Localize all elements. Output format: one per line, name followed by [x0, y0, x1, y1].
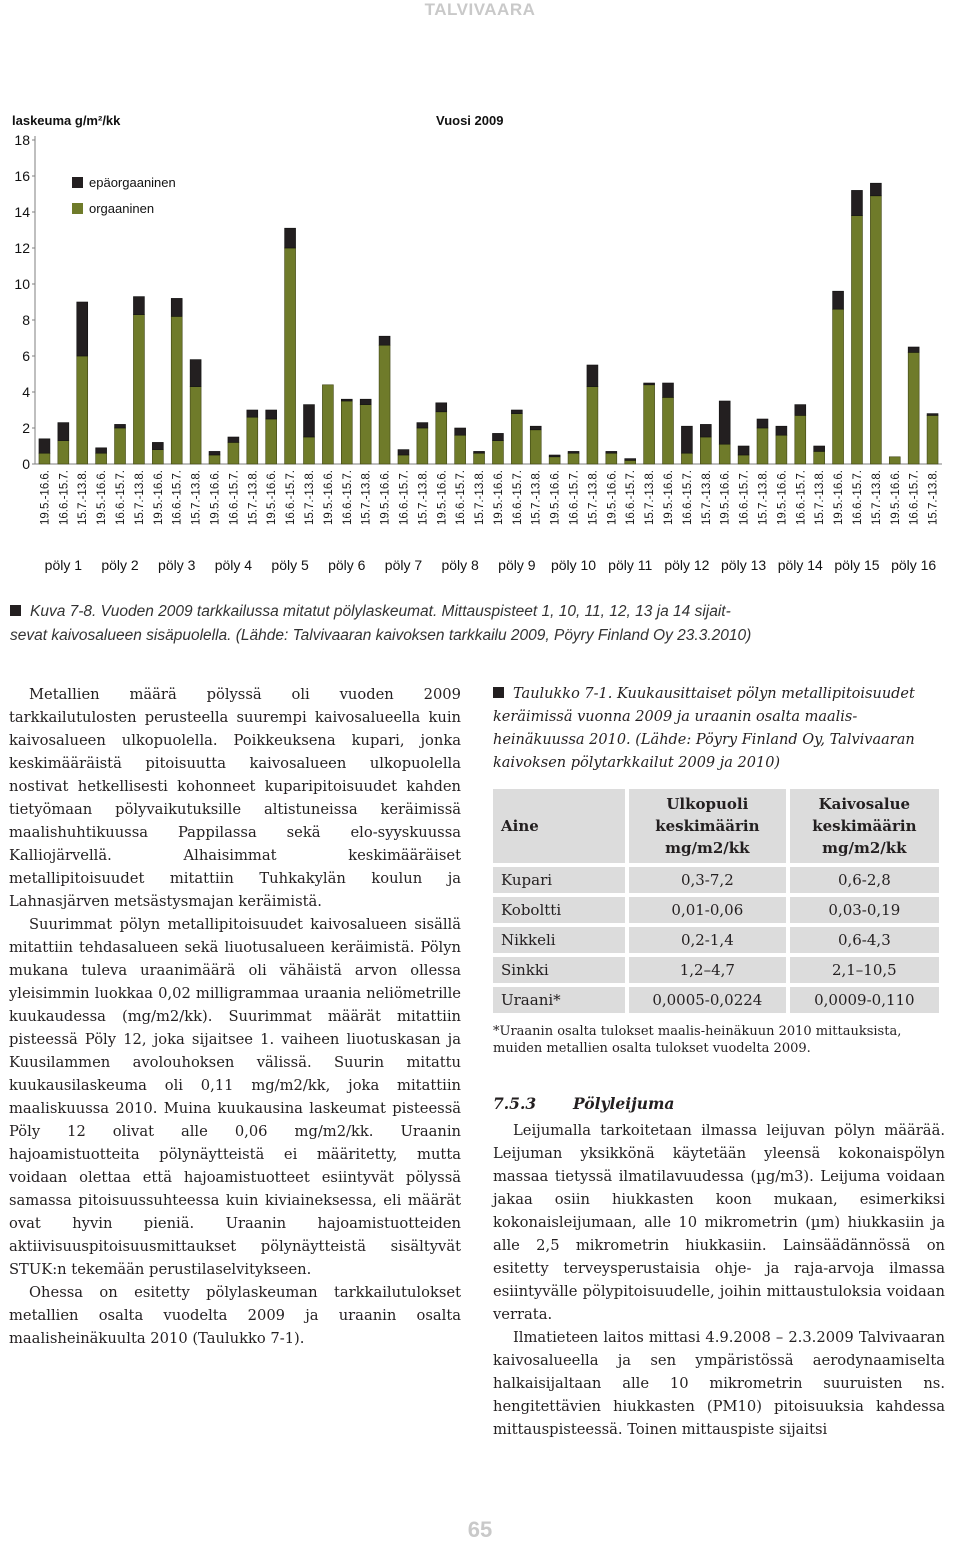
bar-organic — [266, 419, 277, 464]
bar-inorganic — [927, 414, 938, 416]
bar-organic — [474, 453, 485, 464]
group-label: pöly 4 — [214, 557, 253, 573]
bar-inorganic — [625, 459, 636, 461]
header-aine: Aine — [493, 789, 625, 863]
bar-organic — [379, 345, 390, 464]
bar-organic — [190, 387, 201, 464]
x-tick-label: 16.6.-15.7. — [851, 470, 864, 525]
bar-inorganic — [171, 298, 182, 316]
bar-organic — [96, 453, 107, 464]
x-tick-label: 16.6.-15.7. — [228, 470, 241, 525]
table-row: Koboltti 0,01-0,06 0,03-0,19 — [493, 897, 939, 923]
x-tick-label: 15.7.-13.8. — [303, 470, 316, 525]
bar-inorganic — [455, 428, 466, 435]
metals-table — [493, 785, 939, 1017]
x-tick-label: 19.5.-16.6. — [719, 470, 732, 525]
caption-line-2: sevat kaivosalueen sisäpuolella. (Lähde: Talvivaaran kaivoksen tarkkailu 2009, Pöyry Finland Oy 23.3.2010) — [10, 627, 752, 644]
group-label: pöly 7 — [384, 557, 423, 573]
table-note: *Uraanin osalta tulokset maalis-heinäkuun 2010 mittauksista, muiden metallien osalta tulokset vuodelta 2009. — [493, 1024, 902, 1056]
bar-organic — [511, 414, 522, 464]
legend-swatch-inorganic — [72, 177, 83, 188]
bar-inorganic — [757, 419, 768, 428]
x-tick-label: 15.7.-13.8. — [360, 470, 373, 525]
x-tick-label: 15.7.-13.8. — [247, 470, 260, 525]
bar-organic — [492, 441, 503, 464]
dust-deposition-chart — [8, 100, 952, 580]
y-tick-label: 6 — [22, 348, 30, 364]
legend-swatch-organic — [72, 203, 83, 214]
bar-inorganic — [663, 383, 674, 397]
bar-organic — [795, 415, 806, 464]
bar-organic — [927, 415, 938, 464]
bar-organic — [171, 316, 182, 464]
bar-organic — [757, 428, 768, 464]
bar-organic — [587, 387, 598, 464]
x-tick-label: 16.6.-15.7. — [908, 470, 921, 525]
group-label: pöly 2 — [101, 557, 139, 573]
x-tick-label: 15.7.-13.8. — [814, 470, 827, 525]
bar-organic — [228, 442, 239, 464]
bar-organic — [455, 435, 466, 464]
header-inside: Kaivosalue keskimäärin mg/m2/kk — [790, 789, 939, 863]
legend-label-organic: orgaaninen — [89, 201, 155, 216]
x-tick-label: 19.5.-16.6. — [436, 470, 449, 525]
bar-inorganic — [474, 451, 485, 453]
bar-inorganic — [587, 365, 598, 387]
x-tick-label: 15.7.-13.8. — [190, 470, 203, 525]
bar-inorganic — [228, 437, 239, 442]
x-tick-label: 15.7.-13.8. — [644, 470, 657, 525]
y-tick-label: 14 — [14, 204, 30, 220]
bar-organic — [700, 437, 711, 464]
x-tick-label: 19.5.-16.6. — [833, 470, 846, 525]
paragraph: Ohessa on esitetty pölylaskeuman tarkkailutulokset metallien osalta vuodelta 2009 ja uraanin osalta maalisheinäkuulta 2010 (Taulukko 7-1). — [9, 1284, 461, 1347]
bar-organic — [549, 457, 560, 464]
paragraph: Ilmatieteen laitos mittasi 4.9.2008 – 2.3.2009 Talvivaaran kaivosalueella ja sen ympäristössä aerodynaamiselta halkaisijaltaan alle 10 mikrometrin suuruisten ns. hengitettävien hiukkasten (PM10) pitoisuuksia kahdessa mittauspisteessä. Toinen mittauspiste sijaitsi — [493, 1329, 945, 1438]
bar-organic — [247, 417, 258, 464]
group-label: pöly 8 — [441, 557, 479, 573]
bar-organic — [304, 437, 315, 464]
x-tick-label: 16.6.-15.7. — [115, 470, 128, 525]
table-caption: Taulukko 7-1. Kuukausittaiset pölyn metallipitoisuudet keräimissä vuonna 2009 ja uraanin osalta maalis-heinäkuussa 2010. (Lähde: Pöyry Finland Oy, Talvivaaran kaivoksen pölytarkkailut 2009 ja 2010) — [493, 686, 915, 771]
section-heading — [493, 1093, 945, 1115]
bar-inorganic — [379, 336, 390, 345]
y-tick-label: 8 — [22, 312, 30, 328]
bar-inorganic — [58, 423, 69, 441]
bar-inorganic — [39, 439, 50, 453]
table-header-row — [493, 789, 939, 863]
group-label: pöly 1 — [44, 557, 83, 573]
header-outside: Ulkopuoli keskimäärin mg/m2/kk — [629, 789, 786, 863]
bar-inorganic — [870, 183, 881, 196]
bar-organic — [908, 352, 919, 464]
bar-organic — [568, 453, 579, 464]
table-row: Kupari 0,3-7,2 0,6-2,8 — [493, 867, 939, 893]
document-header: TALVIVAARA — [424, 0, 536, 19]
bullet-square-icon — [493, 687, 504, 698]
group-label: pöly 3 — [158, 557, 196, 573]
x-tick-label: 15.7.-13.8. — [77, 470, 90, 525]
bar-inorganic — [152, 442, 163, 449]
y-tick-label: 18 — [14, 132, 30, 148]
x-tick-label: 16.6.-15.7. — [171, 470, 184, 525]
bar-organic — [209, 455, 220, 464]
x-tick-label: 19.5.-16.6. — [549, 470, 562, 525]
x-tick-label: 19.5.-16.6. — [39, 470, 52, 525]
x-tick-label: 16.6.-15.7. — [795, 470, 808, 525]
x-tick-label: 16.6.-15.7. — [455, 470, 468, 525]
bar-inorganic — [851, 190, 862, 215]
x-tick-label: 19.5.-16.6. — [322, 470, 335, 525]
bar-inorganic — [398, 450, 409, 455]
page-number: 65 — [467, 1517, 493, 1542]
bar-organic — [152, 450, 163, 464]
bar-organic — [663, 397, 674, 464]
bar-inorganic — [360, 399, 371, 404]
x-tick-label: 16.6.-15.7. — [511, 470, 524, 525]
x-tick-label: 16.6.-15.7. — [58, 470, 71, 525]
bar-inorganic — [417, 423, 428, 428]
y-tick-label: 0 — [22, 456, 30, 472]
bar-inorganic — [115, 424, 126, 428]
bar-inorganic — [133, 297, 144, 315]
bar-organic — [322, 385, 333, 464]
bar-inorganic — [549, 455, 560, 457]
bar-organic — [133, 315, 144, 464]
y-tick-label: 12 — [14, 240, 30, 256]
bar-inorganic — [530, 426, 541, 430]
bar-organic — [58, 441, 69, 464]
x-tick-label: 19.5.-16.6. — [606, 470, 619, 525]
x-tick-label: 15.7.-13.8. — [870, 470, 883, 525]
table-row: Nikkeli 0,2-1,4 0,6-4,3 — [493, 927, 939, 953]
bar-organic — [436, 412, 447, 464]
bar-organic — [285, 248, 296, 464]
x-tick-label: 15.7.-13.8. — [927, 470, 940, 525]
x-tick-label: 19.5.-16.6. — [209, 470, 222, 525]
bar-organic — [39, 453, 50, 464]
bar-inorganic — [436, 403, 447, 412]
section-title: Pölyleijuma — [573, 1094, 675, 1113]
x-tick-label: 15.7.-13.8. — [700, 470, 713, 525]
bar-organic — [606, 453, 617, 464]
bar-inorganic — [700, 424, 711, 437]
x-tick-label: 16.6.-15.7. — [398, 470, 411, 525]
paragraph: Suurimmat pölyn metallipitoisuudet kaivosalueen sisällä mitattiin tehdasalueen sekä liuotusalueen keräimistä. Pölyn mukana tuleva uraanimäärä oli vähäistä arvon ollessa yleisimmin luokkaa 0,02 milligrammaa uraania neliömetrille kuukaudessa (mg/m2/kk). Suurimmat määrät mitattiin pisteessä Pöly 12, joka sijaitsee 1. vaiheen liuotuskasan ja Kuusilammen avolouhoksen välissä. Suurin mitattu kuukausilaskeuma oli 0,11 mg/m2/kk, joka mitattiin maaliskuussa 2010. Muina kuukausina laskeumat pisteessä Pöly 12 olivat alle 0,06 mg/m2/kk. Uraanin hajoamistuotteita pölynäytteistä ei määritetty, mutta voidaan olettaa että hajoamistuotteet esiintyvät pölyssä samassa pitoisuussuhteessa kuin kiviaineksessa, eli määrät ovat hyvin pieniä. Uraanin hajoamistuotteiden aktiivisuuspitoisuusmittaukset pölynäytteistä sisältyvät STUK:n tekemään perustilaselvitykseen. — [9, 916, 461, 1278]
y-tick-label: 10 — [14, 276, 30, 292]
x-tick-label: 15.7.-13.8. — [417, 470, 430, 525]
bar-inorganic — [568, 451, 579, 453]
bar-organic — [889, 457, 900, 464]
bar-inorganic — [96, 448, 107, 453]
paragraph: Metallien määrä pölyssä oli vuoden 2009 tarkkailutulosten perusteella suurempi kaivosalueella kuin kaivosalueen ulkopuolella. Poikkeuksena kupari, jonka keskimääräistä pitoisuutta kaivosalueen ulkopuolella nostivat hetkellisesti kohonneet kuparipitoisuudet kahden tietyömaan pölyvaikutuksille altistuneissa keräimissä maalishuhtikuussa Pappilassa sekä elo-syyskuussa Kalliojärvellä. Alhaisimmat keskimääräiset metallipitoisuudet mitattiin Tuhkakylän koulun ja Lahnasjärven metsästysmajan keräimistä. — [9, 686, 461, 910]
group-label: pöly 9 — [498, 557, 536, 573]
bar-organic — [644, 385, 655, 464]
bullet-square-icon — [10, 605, 21, 616]
group-label: pöly 14 — [777, 557, 823, 573]
x-tick-label: 19.5.-16.6. — [152, 470, 165, 525]
bar-inorganic — [795, 405, 806, 416]
bar-inorganic — [209, 451, 220, 455]
x-tick-label: 16.6.-15.7. — [285, 470, 298, 525]
figure-caption — [10, 600, 930, 648]
bar-inorganic — [247, 410, 258, 417]
group-label: pöly 15 — [834, 557, 880, 573]
left-column — [9, 683, 461, 1350]
x-tick-label: 19.5.-16.6. — [492, 470, 505, 525]
bar-organic — [776, 435, 787, 464]
x-tick-label: 16.6.-15.7. — [568, 470, 581, 525]
paragraph: Leijumalla tarkoitetaan ilmassa leijuvan pölyn määrää. Leijuman yksikkönä käytetään yleensä kokonaispölyn massaa tietyssä ilmatilavuudessa (µg/m3). Leijuma voidaan jakaa osiin hiukkasten koon mukaan, esimerkiksi kokonaisleijumaan, alle 10 mikrometrin (µm) hiukkasiin ja alle 2,5 mikrometrin hiukkasiin. Lainsäädännössä on esitetty terveysperustaisia ohje- ja raja-arvoja ilmassa esiintyvälle pölypitoisuudelle, joihin mittaustuloksia voidaan verrata. — [493, 1122, 945, 1323]
bar-organic — [398, 455, 409, 464]
bar-inorganic — [833, 291, 844, 309]
x-tick-label: 16.6.-15.7. — [341, 470, 354, 525]
bar-inorganic — [511, 410, 522, 414]
bar-inorganic — [492, 433, 503, 440]
bar-organic — [530, 430, 541, 464]
legend-label-inorganic: epäorgaaninen — [89, 175, 176, 190]
bar-inorganic — [814, 446, 825, 451]
bar-organic — [115, 428, 126, 464]
bar-inorganic — [776, 426, 787, 435]
bar-organic — [870, 196, 881, 464]
x-tick-label: 15.7.-13.8. — [587, 470, 600, 525]
bar-organic — [814, 451, 825, 464]
x-tick-label: 16.6.-15.7. — [625, 470, 638, 525]
caption-line-1: Kuva 7-8. Vuoden 2009 tarkkailussa mitatut pölylaskeumat. Mittauspisteet 1, 10, 11, 12, 13 ja 14 sijait- — [30, 603, 731, 620]
x-tick-label: 15.7.-13.8. — [133, 470, 146, 525]
y-axis-label: laskeuma g/m²/kk — [12, 113, 121, 128]
group-label: pöly 13 — [721, 557, 767, 573]
bar-inorganic — [644, 383, 655, 385]
y-tick-label: 16 — [14, 168, 30, 184]
group-label: pöly 12 — [664, 557, 710, 573]
chart-title: Vuosi 2009 — [436, 113, 504, 128]
bar-organic — [681, 453, 692, 464]
section-number: 7.5.3 — [493, 1094, 537, 1113]
bar-organic — [360, 405, 371, 464]
bar-inorganic — [341, 399, 352, 401]
bar-inorganic — [606, 451, 617, 453]
x-tick-label: 19.5.-16.6. — [96, 470, 109, 525]
x-tick-label: 19.5.-16.6. — [889, 470, 902, 525]
table-row: Sinkki 1,2–4,7 2,1–10,5 — [493, 957, 939, 983]
group-label: pöly 16 — [891, 557, 937, 573]
bar-organic — [738, 455, 749, 464]
y-tick-label: 2 — [22, 420, 30, 436]
bar-inorganic — [285, 228, 296, 248]
x-tick-label: 19.5.-16.6. — [663, 470, 676, 525]
bar-inorganic — [190, 360, 201, 387]
x-tick-label: 16.6.-15.7. — [738, 470, 751, 525]
bar-inorganic — [304, 405, 315, 437]
x-tick-label: 15.7.-13.8. — [474, 470, 487, 525]
bar-inorganic — [719, 401, 730, 444]
bar-organic — [851, 216, 862, 464]
bar-organic — [417, 428, 428, 464]
group-label: pöly 5 — [271, 557, 309, 573]
bar-organic — [625, 460, 636, 464]
x-tick-label: 15.7.-13.8. — [530, 470, 543, 525]
bar-organic — [719, 444, 730, 464]
x-tick-label: 16.6.-15.7. — [681, 470, 694, 525]
bar-inorganic — [681, 426, 692, 453]
y-tick-label: 4 — [22, 384, 30, 400]
bar-inorganic — [908, 347, 919, 352]
bar-inorganic — [738, 446, 749, 455]
group-label: pöly 6 — [328, 557, 366, 573]
group-label: pöly 11 — [608, 557, 653, 573]
bar-organic — [341, 401, 352, 464]
table-row: Uraani* 0,0005-0,0224 0,0009-0,110 — [493, 987, 939, 1013]
right-column — [493, 683, 945, 1441]
x-tick-label: 19.5.-16.6. — [379, 470, 392, 525]
bar-inorganic — [266, 410, 277, 419]
bar-organic — [77, 356, 88, 464]
x-tick-label: 19.5.-16.6. — [776, 470, 789, 525]
bar-organic — [833, 309, 844, 464]
x-tick-label: 19.5.-16.6. — [266, 470, 279, 525]
x-tick-label: 15.7.-13.8. — [757, 470, 770, 525]
group-label: pöly 10 — [550, 557, 597, 573]
bar-inorganic — [77, 302, 88, 356]
